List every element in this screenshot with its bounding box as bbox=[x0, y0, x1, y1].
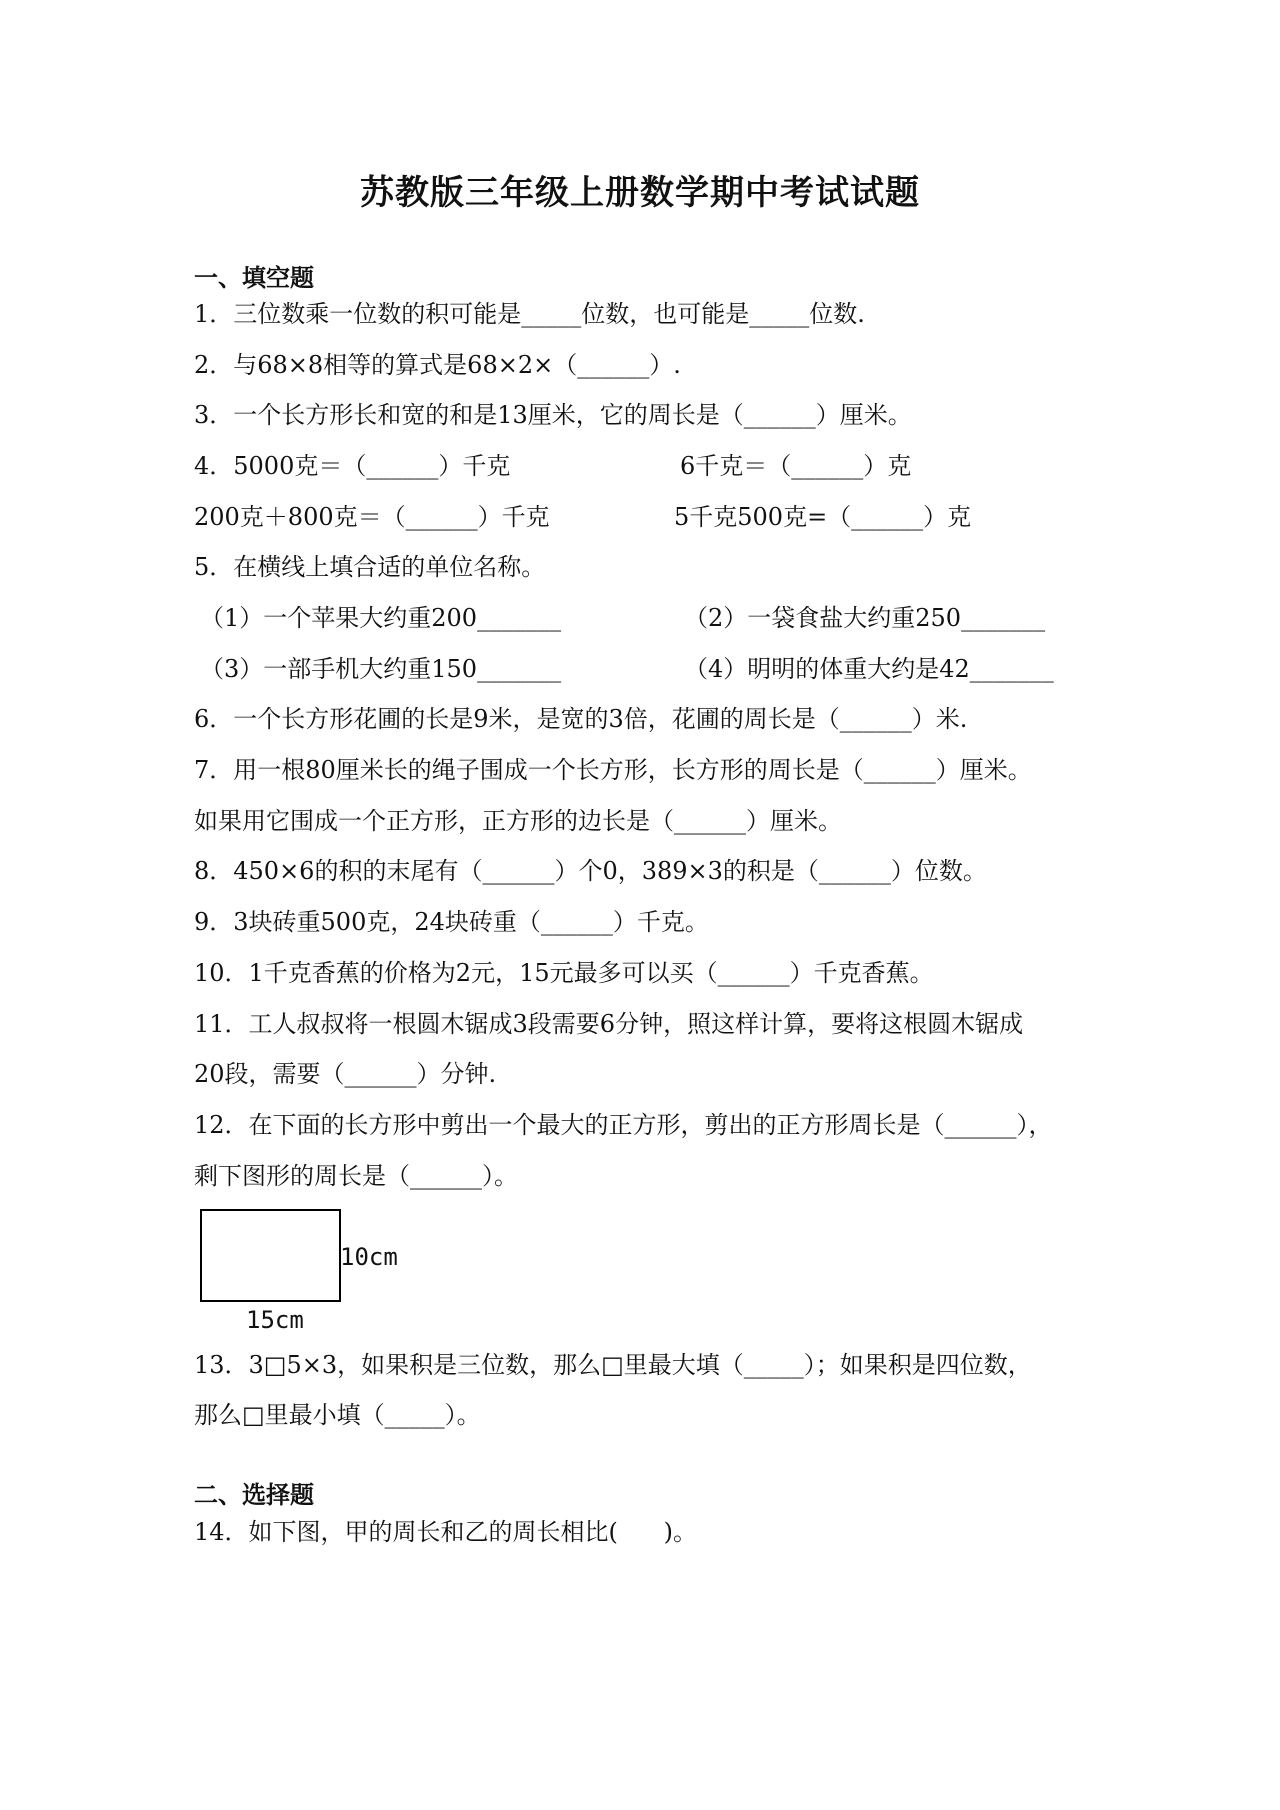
question-13-line-2: 那么□里最小填（_____）。 bbox=[194, 1401, 481, 1429]
question-5: 5．在横线上填合适的单位名称。 bbox=[194, 553, 546, 581]
question-12-line-2: 剩下图形的周长是（______）。 bbox=[194, 1162, 518, 1190]
question-10: 10．1千克香蕉的价格为2元，15元最多可以买（______）千克香蕉。 bbox=[194, 959, 934, 987]
question-2: 2．与68×8相等的算式是68×2×（______）. bbox=[194, 351, 681, 379]
question-8: 8．450×6的积的末尾有（______）个0，389×3的积是（______）位数。 bbox=[194, 857, 987, 885]
question-5-3: （3）一部手机大约重150_______ bbox=[200, 655, 562, 683]
question-3: 3．一个长方形长和宽的和是13厘米，它的周长是（______）厘米。 bbox=[194, 401, 912, 429]
question-5-4: （4）明明的体重大约是42_______ bbox=[684, 655, 1054, 683]
page-title: 苏教版三年级上册数学期中考试试题 bbox=[360, 173, 920, 213]
rectangle-width-label: 15cm bbox=[246, 1306, 304, 1334]
question-4d: 5千克500克=（______）克 bbox=[674, 503, 972, 531]
rectangle-shape bbox=[200, 1209, 341, 1302]
question-12-line-1: 12．在下面的长方形中剪出一个最大的正方形，剪出的正方形周长是（______）， bbox=[194, 1111, 1053, 1139]
question-4a: 4．5000克＝（______）千克 bbox=[194, 452, 511, 480]
question-5-2: （2）一袋食盐大约重250_______ bbox=[684, 604, 1046, 632]
question-1: 1．三位数乘一位数的积可能是_____位数，也可能是_____位数. bbox=[194, 300, 865, 328]
section-fill-heading: 一、填空题 bbox=[194, 264, 314, 292]
question-5-1: （1）一个苹果大约重200_______ bbox=[200, 604, 562, 632]
question-7-line-1: 7．用一根80厘米长的绳子围成一个长方形，长方形的周长是（______）厘米。 bbox=[194, 756, 1032, 784]
question-4c: 200克＋800克＝（______）千克 bbox=[194, 503, 550, 531]
question-7-line-2: 如果用它围成一个正方形，正方形的边长是（______）厘米。 bbox=[194, 807, 842, 835]
question-14: 14．如下图，甲的周长和乙的周长相比( )。 bbox=[194, 1518, 698, 1546]
question-11-line-1: 11．工人叔叔将一根圆木锯成3段需要6分钟，照这样计算，要将这根圆木锯成 bbox=[194, 1010, 1024, 1038]
question-4b: 6千克＝（______）克 bbox=[680, 452, 912, 480]
question-6: 6．一个长方形花圃的长是9米，是宽的3倍，花圃的周长是（______）米. bbox=[194, 705, 968, 733]
question-11-line-2: 20段，需要（______）分钟. bbox=[194, 1060, 497, 1088]
question-9: 9．3块砖重500克，24块砖重（______）千克。 bbox=[194, 908, 709, 936]
section-choice-heading: 二、选择题 bbox=[194, 1481, 314, 1509]
rectangle-height-label: 10cm bbox=[340, 1243, 398, 1271]
question-13-line-1: 13．3□5×3，如果积是三位数，那么□里最大填（_____）；如果积是四位数， bbox=[194, 1351, 1032, 1379]
